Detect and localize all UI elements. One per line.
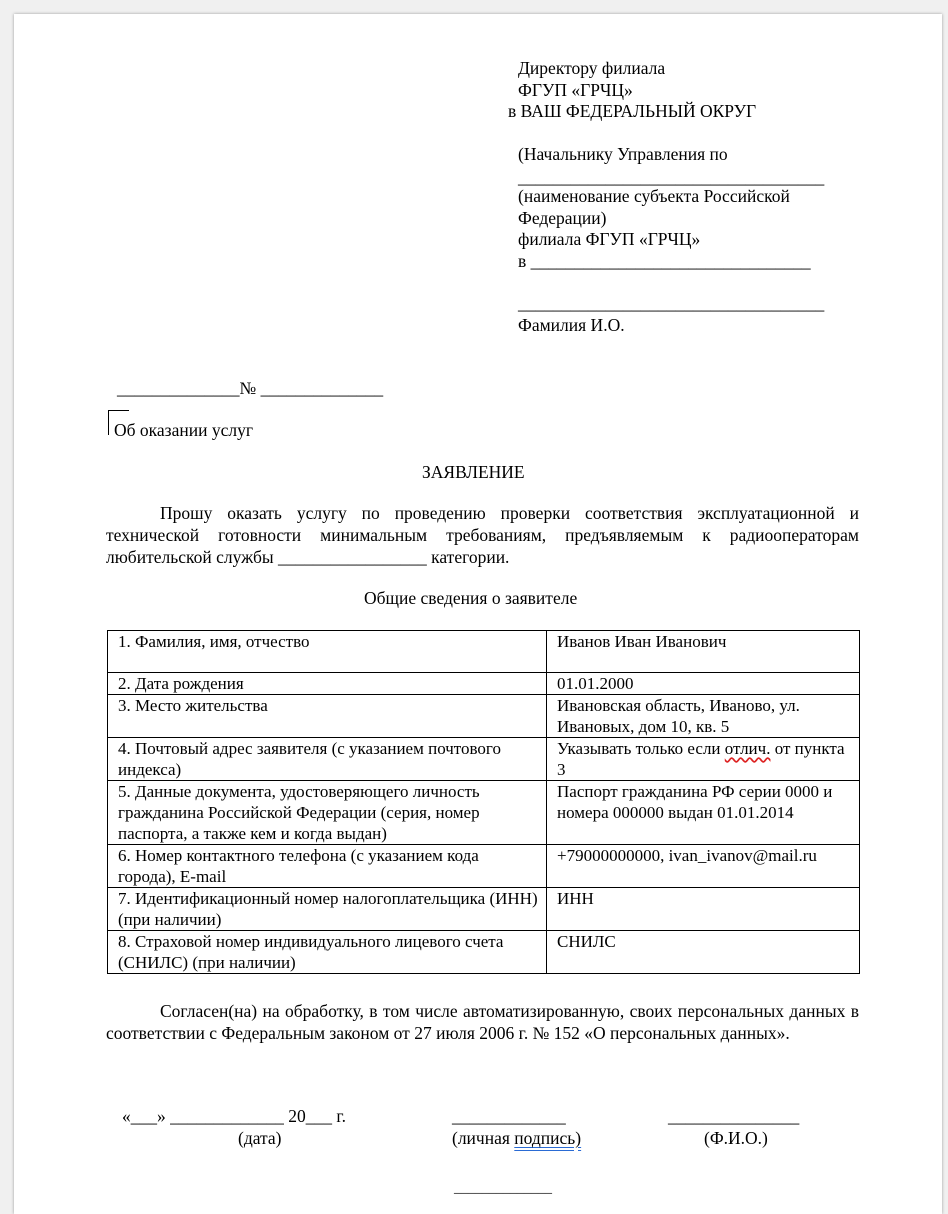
table-cell-value bbox=[547, 738, 860, 781]
full-name-line: _______________ bbox=[668, 1106, 800, 1126]
addressee-blank-line-2: ___________________________________ bbox=[518, 293, 825, 313]
table-cell-value: СНИЛС bbox=[547, 931, 860, 974]
table-cell-label: 5. Данные документа, удостоверяющего личность гражданина Российской Федерации (серия, номер паспорта, а также кем и когда выдан) bbox=[108, 781, 547, 845]
value-text-pre: Указывать только если bbox=[557, 739, 725, 758]
table-row bbox=[108, 781, 860, 845]
addressee-line-9: в ________________________________ bbox=[518, 251, 811, 271]
document-title: ЗАЯВЛЕНИЕ bbox=[422, 462, 525, 482]
value-text-post: от пункта 3 bbox=[557, 739, 845, 779]
table-cell-label: 3. Место жительства bbox=[108, 695, 547, 738]
table-cell-label: 6. Номер контактного телефона (с указанием кода города), E-mail bbox=[108, 845, 547, 888]
date-caption: (дата) bbox=[238, 1128, 282, 1148]
addressee-line-6: (наименование субъекта Российской bbox=[518, 186, 790, 206]
signature-caption-marked: подпись) bbox=[514, 1128, 582, 1148]
addressee-blank-line-1: ___________________________________ bbox=[518, 167, 825, 187]
document-page bbox=[14, 14, 942, 1214]
full-name-caption: (Ф.И.О.) bbox=[704, 1128, 768, 1148]
table-cell-label: 7. Идентификационный номер налогоплательщика (ИНН) (при наличии) bbox=[108, 888, 547, 931]
table-cell-label: 8. Страховой номер индивидуального лицевого счета (СНИЛС) (при наличии) bbox=[108, 931, 547, 974]
table-cell-value: Паспорт гражданина РФ серии 0000 и номера 000000 выдан 01.01.2014 bbox=[547, 781, 860, 845]
section-title: Общие сведения о заявителе bbox=[364, 588, 578, 608]
table-cell-value: 01.01.2000 bbox=[547, 673, 860, 695]
addressee-name: Фамилия И.О. bbox=[518, 315, 625, 335]
addressee-line-4: (Начальнику Управления по bbox=[518, 144, 728, 164]
table-cell-value: +79000000000, ivan_ivanov@mail.ru bbox=[547, 845, 860, 888]
subject-line: Об оказании услуг bbox=[114, 420, 254, 440]
addressee-line-2: ФГУП «ГРЧЦ» bbox=[518, 80, 633, 100]
signature-caption bbox=[452, 1128, 581, 1149]
addressee-line-8: филиала ФГУП «ГРЧЦ» bbox=[518, 229, 701, 249]
table-row bbox=[108, 888, 860, 931]
bottom-line: ______________ bbox=[454, 1181, 552, 1196]
signature-caption-pre: (личная bbox=[452, 1128, 515, 1148]
table-cell-label: 2. Дата рождения bbox=[108, 673, 547, 695]
date-line: «___» _____________ 20___ г. bbox=[122, 1106, 346, 1126]
table-cell-value: Иванов Иван Иванович bbox=[547, 631, 860, 673]
addressee-line-3: в ВАШ ФЕДЕРАЛЬНЫЙ ОКРУГ bbox=[508, 101, 757, 121]
table-row bbox=[108, 845, 860, 888]
table-row bbox=[108, 931, 860, 974]
applicant-info-table bbox=[107, 630, 860, 974]
request-paragraph: Прошу оказать услугу по проведению проверки соответствия эксплуатационной и технической готовности минимальным требованиям, предъявляемым к радиооператорам любительской службы _________________ категории. bbox=[106, 503, 859, 567]
addressee-line-1: Директору филиала bbox=[518, 58, 666, 78]
spellcheck-marked-word: отлич. bbox=[724, 739, 771, 758]
table-row bbox=[108, 631, 860, 673]
table-cell-label: 1. Фамилия, имя, отчество bbox=[108, 631, 547, 673]
addressee-line-7: Федерации) bbox=[518, 208, 607, 228]
table-cell-value: ИНН bbox=[547, 888, 860, 931]
table-row bbox=[108, 673, 860, 695]
consent-paragraph: Согласен(на) на обработку, в том числе автоматизированную, своих персональных данных в соответствии с Федеральным законом от 27 июля 2006 г. № 152 «О персональных данных». bbox=[106, 1001, 859, 1043]
table-row bbox=[108, 738, 860, 781]
table-cell-label: 4. Почтовый адрес заявителя (с указанием почтового индекса) bbox=[108, 738, 547, 781]
registration-number-line: ______________№ ______________ bbox=[117, 378, 384, 398]
table-cell-value: Ивановская область, Иваново, ул. Ивановых, дом 10, кв. 5 bbox=[547, 695, 860, 738]
signature-line: _____________ bbox=[452, 1106, 566, 1126]
table-row bbox=[108, 695, 860, 738]
